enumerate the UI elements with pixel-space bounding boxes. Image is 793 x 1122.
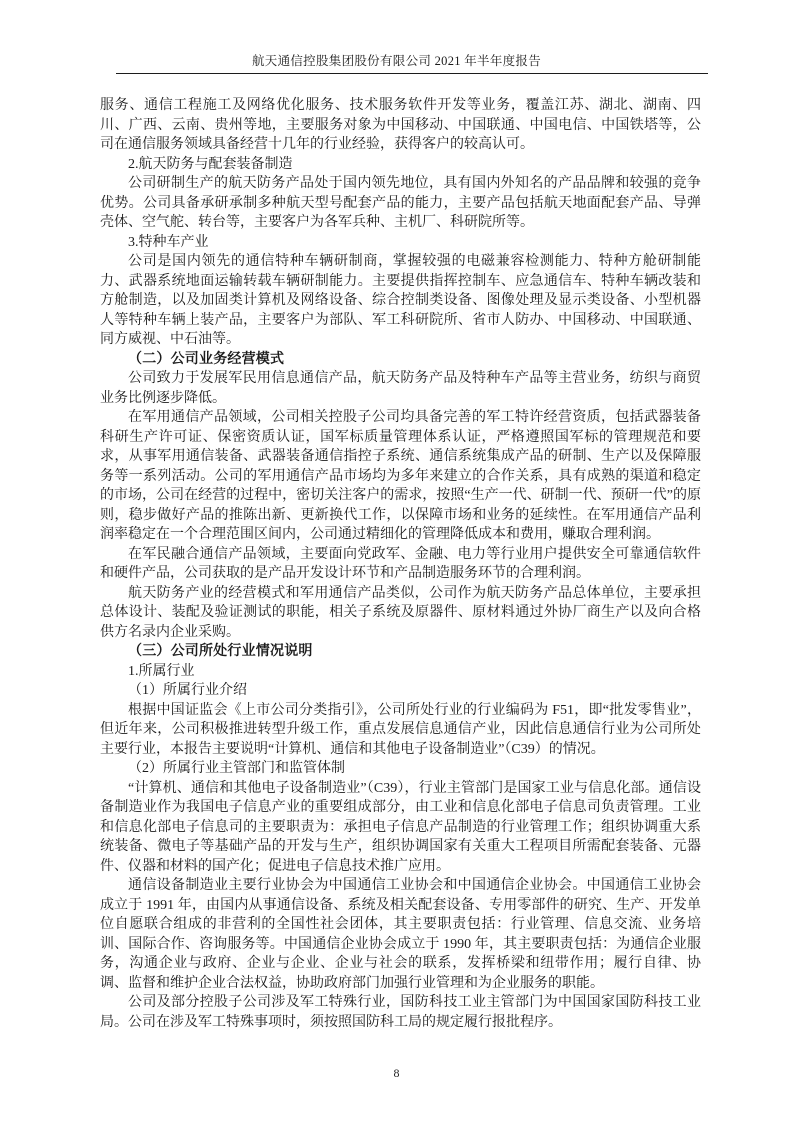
paragraph: 2.航天防务与配套装备制造: [128, 156, 293, 172]
paragraph: 公司及部分控股子公司涉及军工特殊行业，国防科技工业主管部门为中国国家国防科技工业局。公司在涉及军工特殊事项时，须按照国防科工局的规定履行报批程序。: [100, 995, 701, 1030]
paragraph: （2）所属行业主管部门和监管体制: [128, 761, 345, 776]
page-number: 8: [393, 1066, 400, 1080]
header-title: 航天通信控股集团股份有限公司 2021 年半年度报告: [251, 54, 542, 68]
paragraph: 航天防务产业的经营模式和军用通信产品类似，公司作为航天防务产品总体单位，主要承担总体设计、装配及验证测试的职能，相关子系统及原器件、原材料通过外协厂商生产以及向合格供方名录内企业采购。: [100, 585, 701, 640]
paragraph: 1.所属行业: [128, 663, 195, 679]
section-heading: （二）公司业务经营模式: [128, 351, 285, 367]
paragraph: 公司是国内领先的通信特种车辆研制商，掌握较强的电磁兼容检测能力、特种方舱研制能力、武器系统地面运输转载车辆研制能力。主要提供指挥控制车、应急通信车、特种车辆改装和方舱制造，以及加固类计算机及网络设备、综合控制类设备、图像处理及显示类设备、小型机器人等特种车辆上装产品，主要客户为部队、军工科研院所、省市人防办、中国移动、中国联通、同方威视、中石油等。: [100, 254, 701, 347]
section-heading: （三）公司所处行业情况说明: [128, 644, 313, 659]
paragraph: 通信设备制造业主要行业协会为中国通信工业协会和中国通信企业协会。中国通信工业协会成立于 1991 年，由国内从事通信设备、系统及相关配套设备、专用零部件的研究、生产、开发单位自愿联合组成的非营利的全国性社会团体，其主要职责包括：行业管理、信息交流、业务培训、国际合作、咨询服务等。中国通信企业协会成立于 1990 年，其主要职责包括：为通信企业服务，沟通企业与政府、企业与企业、企业与社会的联系，发挥桥梁和纽带作用；履行自律、协调、监督和维护企业合法权益，协助政府部门加强行业管理和为企业服务的职能。: [100, 878, 701, 991]
paragraph: “计算机、通信和其他电子设备制造业”（C39），行业主管部门是国家工业与信息化部。通信设备制造业作为我国电子信息产业的重要组成部分，由工业和信息化部电子信息司负责管理。工业和信息化部电子信息司的主要职责为：承担电子信息产品制造的行业管理工作；组织协调重大系统装备、微电子等基础产品的开发与生产，组织协调国家有关重大工程项目所需配套装备、元器件、仪器和材料的国产化；促进电子信息技术推广应用。: [100, 780, 701, 874]
paragraph: 3.特种车产业: [128, 234, 209, 250]
paragraph: 在军民融合通信产品领域，主要面向党政军、金融、电力等行业用户提供安全可靠通信软件和硬件产品，公司获取的是产品开发设计环节和产品制造服务环节的合理利润。: [100, 546, 701, 581]
document-body: [100, 96, 701, 1032]
page-header: [0, 53, 793, 69]
paragraph: 公司研制生产的航天防务产品处于国内领先地位，具有国内外知名的产品品牌和较强的竞争优势。公司具备承研承制多种航天型号配套产品的能力，主要产品包括航天地面配套产品、导弹壳体、空气舵、转台等，主要客户为各军兵种、主机厂、科研院所等。: [100, 176, 701, 230]
paragraph: 公司致力于发展军民用信息通信产品，航天防务产品及特种车产品等主营业务，纺织与商贸业务比例逐步降低。: [100, 371, 701, 406]
header-rule: [116, 73, 708, 74]
paragraph: 根据中国证监会《上市公司分类指引》，公司所处行业的行业编码为 F51，即“批发零售业”，但近年来，公司积极推进转型升级工作，重点发展信息通信产业，因此信息通信行业为公司所处主要行业，本报告主要说明“计算机、通信和其他电子设备制造业”（C39）的情况。: [100, 702, 701, 757]
paragraph: 在军用通信产品领域，公司相关控股子公司均具备完善的军工特许经营资质，包括武器装备科研生产许可证、保密资质认证，国军标质量管理体系认证，严格遵照国军标的管理规范和要求，从事军用通信装备、武器装备通信指控子系统、通信系统集成产品的研制、生产以及保障服务等一系列活动。公司的军用通信产品市场均为多年来建立的合作关系，具有成熟的渠道和稳定的市场，公司在经营的过程中，密切关注客户的需求，按照“生产一代、研制一代、预研一代”的原则，稳步做好产品的推陈出新、更新换代工作，以保障市场和业务的延续性。在军用通信产品利润率稳定在一个合理范围区间内，公司通过精细化的管理降低成本和费用，赚取合理利润。: [100, 410, 701, 542]
paragraph: （1）所属行业介绍: [128, 683, 247, 698]
paragraph: 服务、通信工程施工及网络优化服务、技术服务软件开发等业务，覆盖江苏、湖北、湖南、四川、广西、云南、贵州等地，主要服务对象为中国移动、中国联通、中国电信、中国铁塔等，公司在通信服务领域具备经营十几年的行业经验，获得客户的较高认可。: [100, 98, 701, 152]
